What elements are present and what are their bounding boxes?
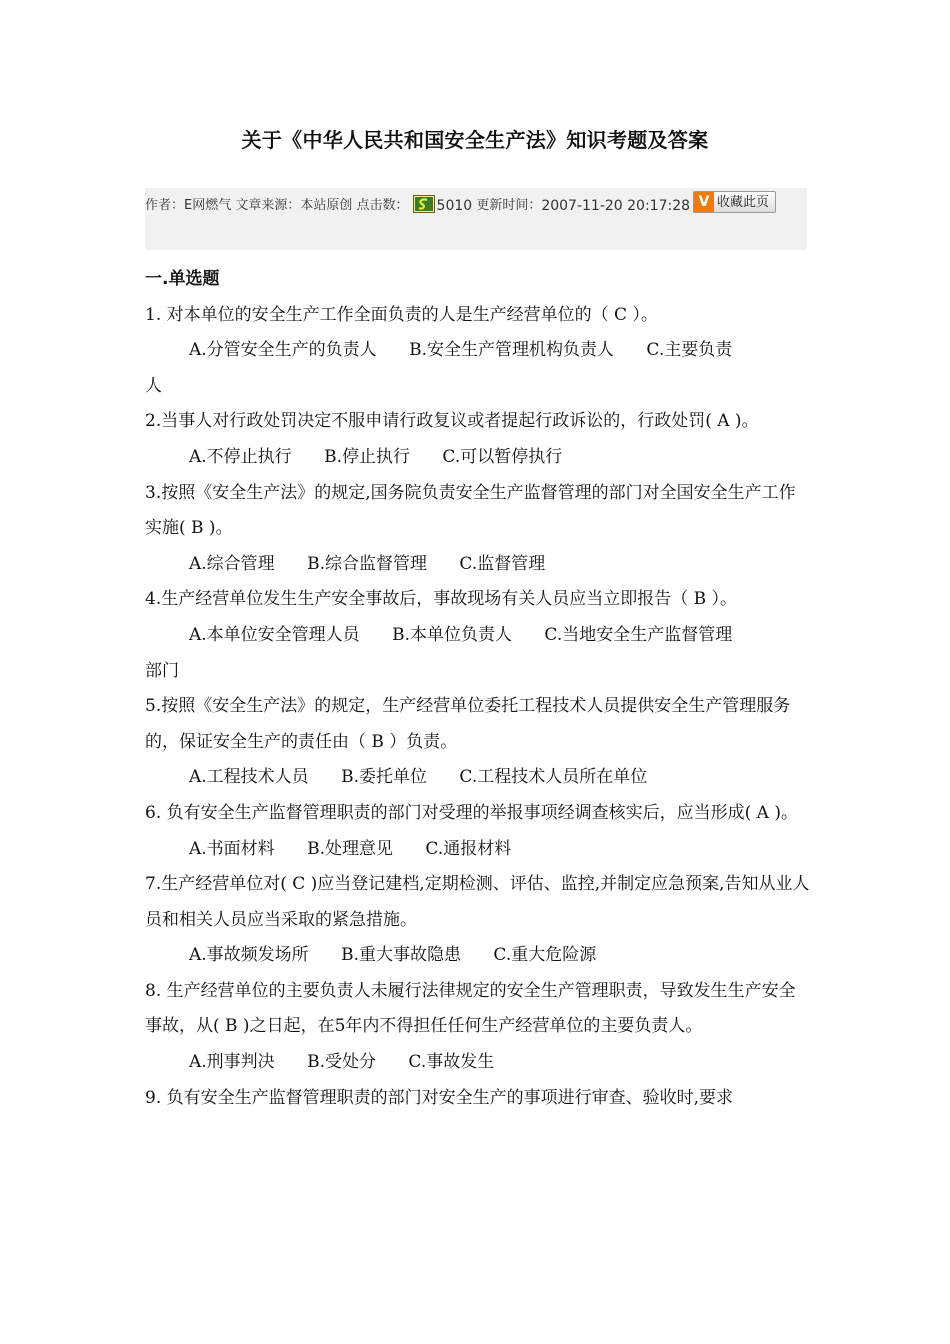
page-title: 关于《中华人民共和国安全生产法》知识考题及答案 <box>241 128 709 152</box>
clicks-counter-icon <box>413 195 435 213</box>
meta-line <box>145 194 776 218</box>
article-meta-bar <box>145 188 807 250</box>
question-options: A.综合管理 B.综合监督管理 C.监督管理 <box>189 553 546 574</box>
v-icon: V <box>694 192 714 212</box>
clicks-value: 5010 <box>436 198 473 214</box>
source-label: 文章来源：本站原创 <box>235 198 353 213</box>
document-body <box>145 262 810 1116</box>
question-text: 2.当事人对行政处罚决定不服申请行政复议或者提起行政诉讼的，行政处罚( A )。 <box>145 411 759 432</box>
question-options: A.本单位安全管理人员 B.本单位负责人 C.当地安全生产监督管理 <box>189 624 733 645</box>
author-label: 作者：E网燃气 <box>145 198 232 213</box>
favorites-label: 收藏此页 <box>717 195 770 210</box>
add-to-favorites-button[interactable] <box>693 191 776 213</box>
question-text: 3.按照《安全生产法》的规定,国务院负责安全生产监督管理的部门对全国安全生产工作实施( B )。 <box>145 482 796 539</box>
updated-label: 更新时间： <box>476 198 542 213</box>
question-text: 1. 对本单位的安全生产工作全面负责的人是生产经营单位的（ C ）。 <box>145 304 658 325</box>
clicks-label: 点击数： <box>356 198 409 213</box>
question-text: 5.按照《安全生产法》的规定，生产经营单位委托工程技术人员提供安全生产管理服务的，保证安全生产的责任由（ B ）负责。 <box>145 696 791 752</box>
question-text: 7.生产经营单位对( C )应当登记建档,定期检测、评估、监控,并制定应急预案,告知从业人员和相关人员应当采取的紧急措施。 <box>145 874 810 930</box>
question-text: 9. 负有安全生产监督管理职责的部门对安全生产的事项进行审查、验收时,要求 <box>145 1087 734 1108</box>
question-options: A.书面材料 B.处理意见 C.通报材料 <box>189 838 512 859</box>
question-text: 4.生产经营单位发生生产安全事故后，事故现场有关人员应当立即报告（ B ）。 <box>145 589 738 610</box>
question-options-wrap: 部门 <box>145 660 179 681</box>
question-options: A.事故频发场所 B.重大事故隐患 C.重大危险源 <box>189 945 597 966</box>
updated-value: 2007-11-20 20:17:28 <box>541 198 691 214</box>
section-heading: 一.单选题 <box>145 269 220 289</box>
question-options-wrap: 人 <box>145 375 162 396</box>
question-options: A.工程技术人员 B.委托单位 C.工程技术人员所在单位 <box>189 767 648 788</box>
question-options: A.分管安全生产的负责人 B.安全生产管理机构负责人 C.主要负责 <box>189 340 733 361</box>
question-text: 8. 生产经营单位的主要负责人未履行法律规定的安全生产管理职责，导致发生生产安全事故，从( B )之日起，在5年内不得担任任何生产经营单位的主要负责人。 <box>145 980 796 1037</box>
question-options: A.不停止执行 B.停止执行 C.可以暂停执行 <box>189 446 563 467</box>
question-options: A.刑事判决 B.受处分 C.事故发生 <box>189 1052 495 1073</box>
question-text: 6. 负有安全生产监督管理职责的部门对受理的举报事项经调查核实后，应当形成( A )。 <box>145 802 798 823</box>
